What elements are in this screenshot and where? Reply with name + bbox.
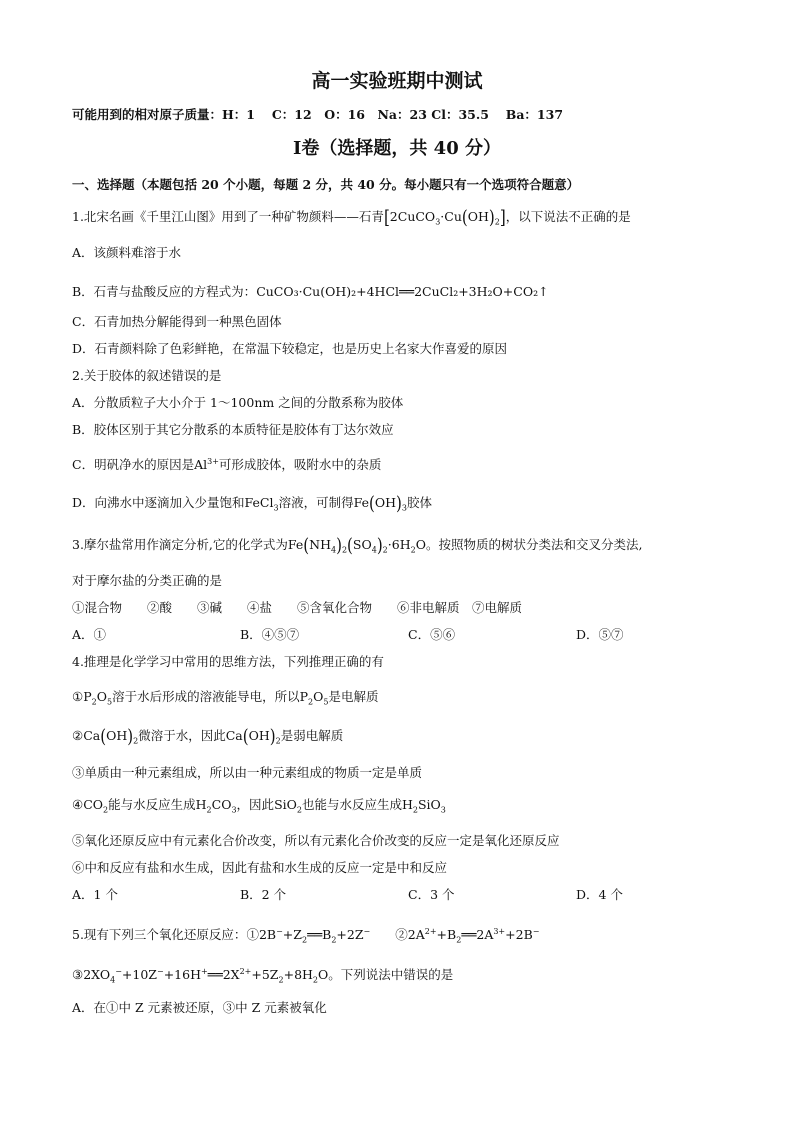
q2-option-d-mid: 溶液，可制得 [278, 495, 354, 510]
atomic-masses-line: 可能用到的相对原子质量：H：1 C：12 O：16 Na：23 Cl：35.5 Ba：137 [72, 107, 564, 122]
q1-option-c: C．石青加热分解能得到一种黑色固体 [72, 314, 282, 329]
exam-title: 高一实验班期中测试 [311, 70, 483, 92]
q4-s4-mid: ，因此 [236, 797, 275, 812]
q3-stem-end: 。按照物质的树状分类法和交叉分类法, [425, 537, 643, 552]
q2-option-a: A．分散质粒子大小介于 1～100nm 之间的分散系称为胶体 [72, 395, 404, 410]
q3-stem: 3.摩尔盐常用作滴定分析,它的化学式为$Fe(NH_4)_2(SO_4)_2\cdot 6H_2O$。按照物质的树状分类法和交叉分类法, [72, 533, 643, 557]
q2-option-d-text: D．向沸水中逐滴加入少量饱和 [72, 495, 245, 510]
q5-stem-text: 5.现有下列三个氧化还原反应： [72, 927, 247, 942]
q4-s1-text: 溶于水后形成的溶液能导电，所以 [112, 689, 300, 704]
q2-option-d: D．向沸水中逐滴加入少量饱和FeCl$_3$溶液，可制得$Fe(OH)_3$胶体 [72, 491, 432, 515]
q4-s2-end: 是弱电解质 [280, 728, 344, 743]
q4-s4-text: 能与水反应生成 [108, 797, 196, 812]
q3-choices: ①混合物 ②酸 ③碱 ④盐 ⑤含氧化合物 ⑥非电解质 ⑦电解质 [72, 600, 523, 615]
q1-option-b-equation: CuCO₃·Cu(OH)₂+4HCl══2CuCl₂+3H₂O+CO₂↑ [256, 284, 549, 299]
q4-option-b: B．2 个 [240, 887, 287, 902]
q1-formula-part1: 2CuCO [389, 209, 436, 224]
q4-s1-label: ① [72, 689, 84, 704]
q2-option-c-end: 可形成胶体，吸附水中的杂质 [218, 457, 382, 472]
q4-option-c: C．3 个 [408, 887, 455, 902]
q5-reaction-3-label: ③ [72, 967, 84, 982]
q1-formula-part3: OH [467, 209, 489, 224]
q4-option-d: D．4 个 [576, 887, 623, 902]
q3-option-a: A．① [72, 627, 107, 642]
q5-stem-end: 。下列说法中错误的是 [328, 967, 454, 982]
q2-option-b: B．胶体区别于其它分散系的本质特征是胶体有丁达尔效应 [72, 422, 394, 437]
q1-formula-part2: ·Cu [440, 209, 462, 224]
q4-stem: 4.推理是化学学习中常用的思维方法，下列推理正确的有 [72, 654, 384, 669]
q2-option-c-text: C．明矾净水的原因是 [72, 457, 195, 472]
q4-statement-3: ③单质由一种元素组成，所以由一种元素组成的物质一定是单质 [72, 765, 423, 780]
q3-stem-text: 3.摩尔盐常用作滴定分析,它的化学式为 [72, 537, 288, 552]
q2-option-d-end: 胶体 [406, 495, 432, 510]
q5-reaction-1-label: ① [246, 927, 259, 942]
q4-statement-6: ⑥中和反应有盐和水生成，因此有盐和水生成的反应一定是中和反应 [72, 860, 448, 875]
q5-stem: 5.现有下列三个氧化还原反应：$①2B^-+Z_2══B_2+2Z^-$ $②2A^{2+}+B_2══2A^{3+}+2B^-$ [72, 926, 540, 945]
q4-statement-2: $②Ca(OH)_2$微溶于水，因此$Ca(OH)_2$是弱电解质 [72, 724, 344, 748]
q4-option-a: A．1 个 [72, 887, 118, 902]
q1-option-d: D．石青颜料除了色彩鲜艳，在常温下较稳定，也是历史上名家大作喜爱的原因 [72, 341, 508, 356]
q3-stem-line2: 对于摩尔盐的分类正确的是 [72, 573, 223, 588]
section-heading: Ⅰ卷（选择题，共 40 分） [292, 138, 501, 159]
q5-reaction-2-label: ② [395, 927, 408, 942]
q4-s2-text: 微溶于水，因此 [138, 728, 226, 743]
q3-option-d: D．⑤⑦ [576, 627, 624, 642]
q4-s2-label: ② [72, 728, 84, 743]
q5-reaction-3: $③2XO_4^-+10Z^-+16H^+══2X^{2+}+5Z_2+8H_2O$。下列说法中错误的是 [72, 966, 454, 985]
q1-stem-text: 1.北宋名画《千里江山图》用到了一种矿物颜料——石青 [72, 209, 384, 224]
q5-option-a: A．在①中 Z 元素被还原，③中 Z 元素被氧化 [72, 1000, 327, 1015]
q4-s1-end: 是电解质 [328, 689, 379, 704]
q3-option-c: C．⑤⑥ [408, 627, 456, 642]
q3-option-b: B．④⑤⑦ [240, 627, 300, 642]
q4-statement-1: $①P_2O_5$溶于水后形成的溶液能导电，所以$P_2O_5$是电解质 [72, 689, 379, 707]
q1-stem: 1.北宋名画《千里江山图》用到了一种矿物颜料——石青$[2CuCO_3\cdot Cu(OH)_2]$，以下说法不正确的是 [72, 205, 631, 229]
q4-statement-5: ⑤氧化还原反应中有元素化合价改变，所以有元素化合价改变的反应一定是氧化还原反应 [72, 833, 560, 848]
q4-s4-text2: 也能与水反应生成 [301, 797, 402, 812]
q2-stem: 2.关于胶体的叙述错误的是 [72, 368, 222, 383]
part-heading: 一、选择题（本题包括 20 个小题，每题 2 分，共 40 分。每小题只有一个选项符合题意） [72, 177, 580, 192]
q1-stem-end: ，以下说法不正确的是 [505, 209, 631, 224]
q1-option-a: A．该颜料难溶于水 [72, 245, 182, 260]
q1-option-b-text: B．石青与盐酸反应的方程式为： [72, 284, 257, 299]
q2-option-c: C．明矾净水的原因是$Al^{3+}$可形成胶体，吸附水中的杂质 [72, 456, 382, 472]
q4-s4-label: ④ [72, 797, 84, 812]
q1-option-b [72, 283, 549, 301]
q4-statement-4: $④CO_2$能与水反应生成$H_2CO_3$，因此SiO$_2$也能与水反应生成$H_2SiO_3$ [72, 797, 446, 815]
